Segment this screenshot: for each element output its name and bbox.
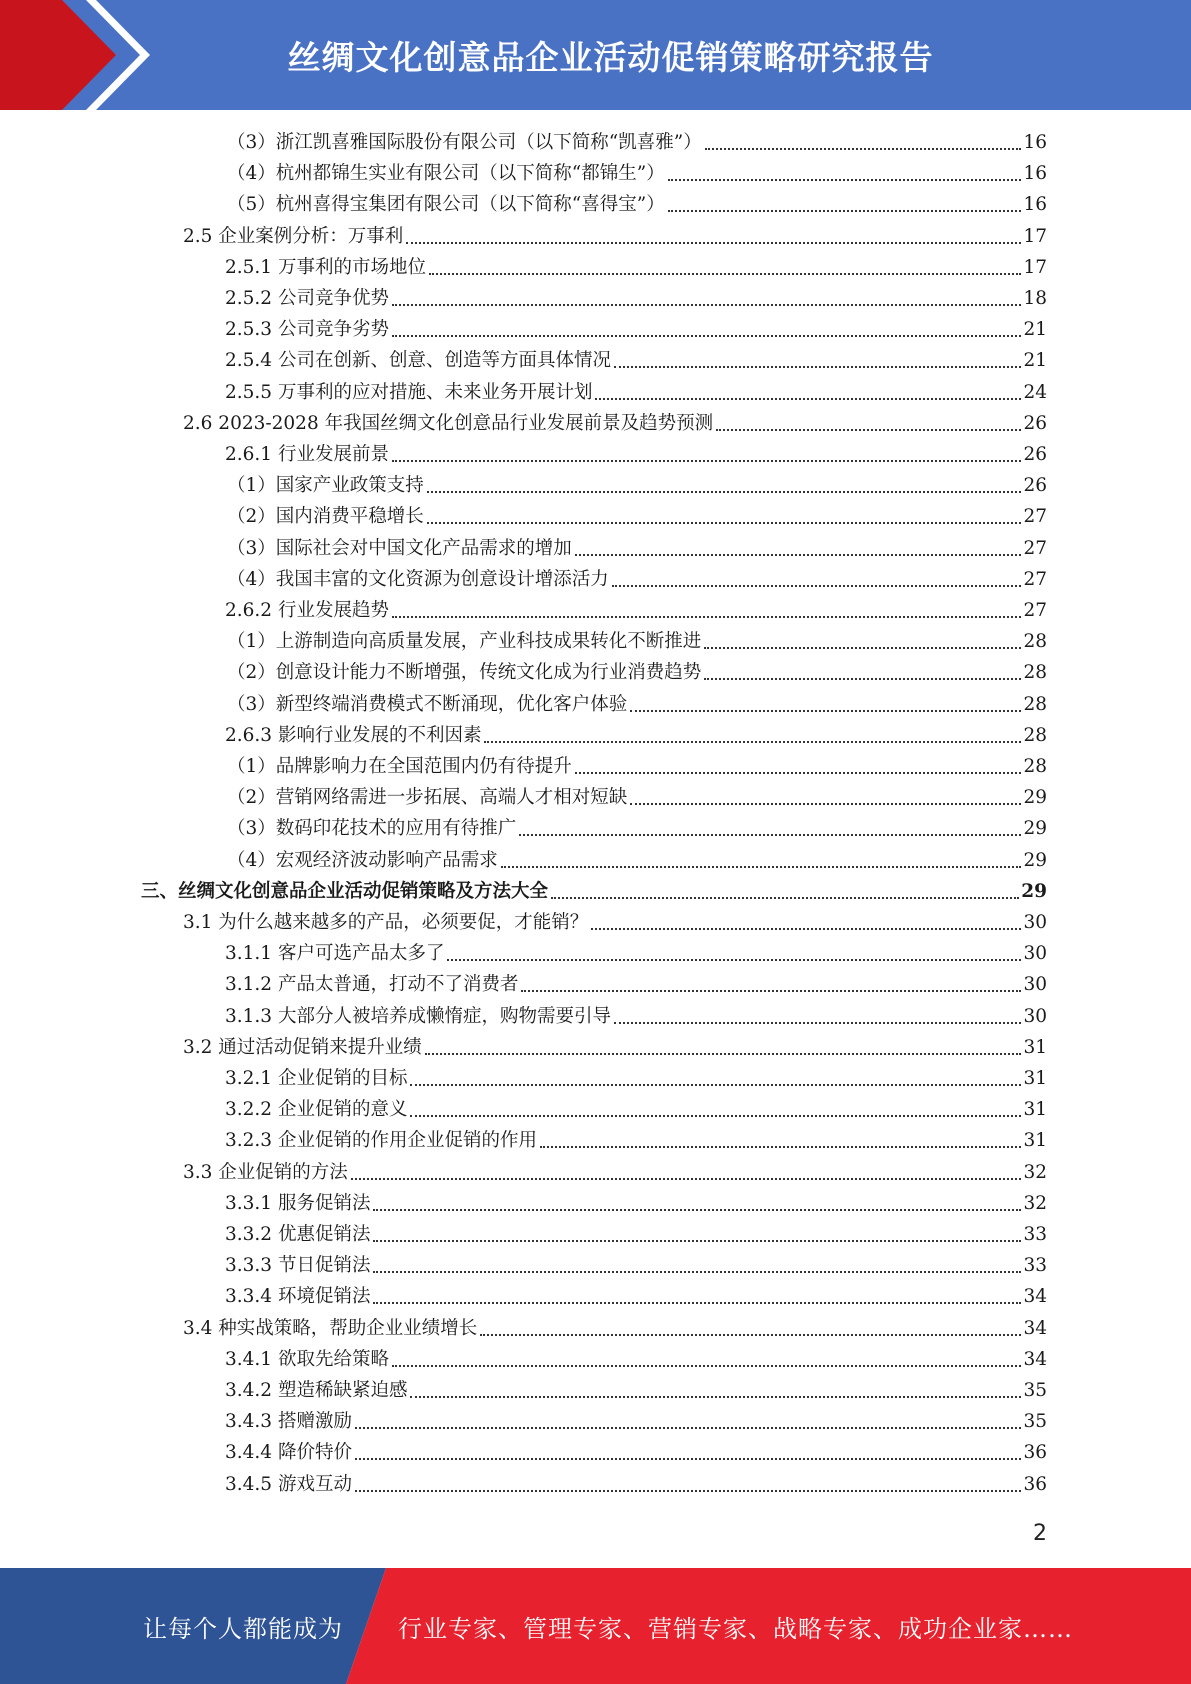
toc-entry-page: 31 <box>1023 1130 1047 1152</box>
toc-dot-leader <box>410 1396 1021 1398</box>
toc-entry-label: 3.3.2 优惠促销法 <box>225 1224 371 1245</box>
toc-entry-label: （3）新型终端消费模式不断涌现，优化客户体验 <box>227 693 628 715</box>
toc-entry-page: 18 <box>1023 288 1047 309</box>
toc-entry-label: （5）杭州喜得宝集团有限公司（以下简称“喜得宝”） <box>227 194 665 216</box>
toc-entry[interactable] <box>183 221 1047 249</box>
toc-entry-page: 28 <box>1023 631 1047 653</box>
toc-entry[interactable] <box>227 845 1047 873</box>
toc-entry[interactable] <box>227 751 1047 779</box>
toc-entry-page: 30 <box>1023 1005 1047 1027</box>
toc-entry[interactable] <box>227 564 1047 592</box>
toc-dot-leader <box>591 928 1021 930</box>
toc-entry-page: 30 <box>1023 912 1047 933</box>
toc-entry[interactable] <box>227 626 1047 654</box>
toc-entry[interactable] <box>225 1250 1047 1278</box>
toc-dot-leader <box>392 335 1021 337</box>
toc-entry-page: 27 <box>1023 600 1047 621</box>
toc-entry[interactable] <box>227 533 1047 561</box>
toc-entry[interactable] <box>225 252 1047 280</box>
toc-dot-leader <box>705 148 1022 150</box>
toc-dot-leader <box>668 210 1022 212</box>
toc-entry[interactable] <box>183 907 1047 935</box>
toc-dot-leader <box>392 304 1021 306</box>
toc-dot-leader <box>501 866 1022 868</box>
toc-entry[interactable] <box>227 189 1047 217</box>
toc-dot-leader <box>392 460 1021 462</box>
toc-entry[interactable] <box>183 1157 1047 1185</box>
toc-dot-leader <box>427 522 1022 524</box>
toc-entry-page: 21 <box>1023 319 1047 341</box>
toc-entry-label: 3.2.1 企业促销的目标 <box>225 1068 408 1089</box>
toc-dot-leader <box>551 897 1019 899</box>
toc-entry-page: 24 <box>1023 381 1047 403</box>
toc-entry-page: 28 <box>1023 662 1047 684</box>
toc-entry-page: 33 <box>1023 1224 1047 1245</box>
toc-entry[interactable] <box>225 345 1047 373</box>
toc-entry-label: 三、丝绸文化创意品企业活动促销策略及方法大全 <box>141 880 549 902</box>
toc-entry[interactable] <box>227 501 1047 529</box>
toc-entry-label: 2.5.1 万事利的市场地位 <box>225 256 426 278</box>
toc-dot-leader <box>425 1053 1022 1055</box>
toc-entry-page: 36 <box>1023 1473 1047 1495</box>
toc-entry[interactable] <box>227 689 1047 717</box>
toc-entry-label: 3.4.3 搭赠激励 <box>225 1411 352 1433</box>
toc-entry-page: 30 <box>1023 974 1047 996</box>
toc-entry-label: 3.4 种实战策略，帮助企业业绩增长 <box>183 1317 478 1339</box>
toc-dot-leader <box>612 585 1022 587</box>
toc-entry-label: 3.2.3 企业促销的作用企业促销的作用 <box>225 1130 537 1152</box>
toc-dot-leader <box>406 242 1021 244</box>
toc-dot-leader <box>521 990 1021 992</box>
toc-entry[interactable] <box>183 408 1047 436</box>
toc-dot-leader <box>392 616 1021 618</box>
toc-entry[interactable] <box>225 595 1047 623</box>
footer-band <box>0 1568 1191 1684</box>
toc-entry[interactable] <box>183 1032 1047 1060</box>
toc-entry-page: 32 <box>1023 1161 1047 1183</box>
toc-entry-page: 29 <box>1023 849 1047 871</box>
toc-entry-label: （3）浙江凯喜雅国际股份有限公司（以下简称“凯喜雅”） <box>227 132 702 153</box>
toc-dot-leader <box>575 772 1022 774</box>
toc-dot-leader <box>427 491 1022 493</box>
toc-entry[interactable] <box>225 938 1047 966</box>
toc-entry-label: （4）宏观经济波动影响产品需求 <box>227 849 498 871</box>
toc-entry-page: 27 <box>1023 506 1047 528</box>
footer-slogan-left: 让每个人都能成为 <box>143 1614 343 1643</box>
toc-entry-label: 3.1.2 产品太普通，打动不了消费者 <box>225 974 519 996</box>
toc-dot-leader <box>704 678 1021 680</box>
header-band <box>0 0 1191 110</box>
toc-entry[interactable] <box>225 1001 1047 1029</box>
toc-entry-label: 3.4.4 降价特价 <box>225 1442 352 1464</box>
toc-dot-leader <box>630 710 1021 712</box>
toc-entry[interactable] <box>225 1406 1047 1434</box>
toc-entry-label: 3.1.1 客户可选产品太多了 <box>225 943 445 965</box>
toc-entry-page: 21 <box>1023 350 1047 372</box>
toc-dot-leader <box>373 1209 1021 1211</box>
toc-entry-page: 31 <box>1023 1068 1047 1089</box>
toc-dot-leader <box>351 1178 1022 1180</box>
toc-entry-label: （2）国内消费平稳增长 <box>227 506 424 528</box>
toc-dot-leader <box>373 1271 1021 1273</box>
toc-dot-leader <box>614 1022 1021 1024</box>
toc-entry[interactable] <box>225 1094 1047 1122</box>
toc-entry[interactable] <box>225 439 1047 467</box>
toc-entry-label: 3.4.2 塑造稀缺紧迫感 <box>225 1380 408 1401</box>
toc-entry[interactable] <box>225 969 1047 997</box>
toc-entry[interactable] <box>227 158 1047 186</box>
toc-entry-page: 36 <box>1023 1442 1047 1464</box>
toc-entry[interactable] <box>225 1063 1047 1091</box>
toc-entry[interactable] <box>225 1219 1047 1247</box>
toc-dot-leader <box>704 647 1021 649</box>
toc-entry-label: （4）我国丰富的文化资源为创意设计增添活力 <box>227 568 609 590</box>
toc-entry[interactable] <box>225 377 1047 405</box>
toc-entry[interactable] <box>141 876 1047 904</box>
toc-entry-page: 28 <box>1023 693 1047 715</box>
toc-entry[interactable] <box>227 813 1047 841</box>
toc-entry-label: 2.5.2 公司竞争优势 <box>225 288 389 309</box>
toc-dot-leader <box>484 741 1021 743</box>
toc-dot-leader <box>373 1240 1021 1242</box>
toc-dot-leader <box>355 1458 1022 1460</box>
toc-dot-leader <box>355 1490 1022 1492</box>
toc-entry-page: 17 <box>1023 256 1047 278</box>
toc-entry[interactable] <box>225 1281 1047 1309</box>
toc-entry-label: （4）杭州都锦生实业有限公司（以下简称“都锦生”） <box>227 163 665 185</box>
toc-entry-page: 27 <box>1023 537 1047 559</box>
toc-dot-leader <box>429 273 1021 275</box>
toc-entry[interactable] <box>227 657 1047 685</box>
toc-entry[interactable] <box>225 314 1047 342</box>
document-title: 丝绸文化创意品企业活动促销策略研究报告 <box>287 37 934 77</box>
toc-dot-leader <box>575 554 1022 556</box>
toc-entry-page: 28 <box>1023 724 1047 746</box>
toc-dot-leader <box>410 1084 1021 1086</box>
toc-entry-label: （3）数码印花技术的应用有待推广 <box>227 818 517 840</box>
toc-entry-label: （2）营销网络需进一步拓展、高端人才相对短缺 <box>227 787 628 809</box>
toc-entry-label: 2.5 企业案例分析：万事利 <box>183 225 404 247</box>
toc-entry-page: 26 <box>1023 444 1047 465</box>
toc-entry-label: （1）品牌影响力在全国范围内仍有待提升 <box>227 756 572 777</box>
toc-dot-leader <box>668 179 1022 181</box>
toc-entry-page: 29 <box>1023 787 1047 809</box>
toc-entry-label: 3.3.4 环境促销法 <box>225 1286 371 1308</box>
toc-entry-label: 3.1 为什么越来越多的产品，必须要促，才能销？ <box>183 912 589 933</box>
footer-slogan-right: 行业专家、管理专家、营销专家、战略专家、成功企业家…… <box>398 1614 1073 1643</box>
toc-entry-label: 3.4.5 游戏互动 <box>225 1473 352 1495</box>
toc-dot-leader <box>614 366 1021 368</box>
toc-entry-page: 32 <box>1023 1192 1047 1214</box>
toc-entry-label: 3.2 通过活动促销来提升业绩 <box>183 1036 422 1058</box>
toc-entry-label: 2.5.4 公司在创新、创意、创造等方面具体情况 <box>225 350 611 372</box>
toc-entry-label: 3.2.2 企业促销的意义 <box>225 1099 408 1121</box>
toc-entry-page: 16 <box>1023 194 1047 216</box>
toc-entry-page: 33 <box>1023 1255 1047 1277</box>
toc-dot-leader <box>716 429 1021 431</box>
toc-entry[interactable] <box>227 470 1047 498</box>
toc-entry-page: 29 <box>1021 880 1047 902</box>
toc-entry-page: 26 <box>1023 475 1047 497</box>
toc-entry-page: 17 <box>1023 225 1047 247</box>
toc-entry-label: （1）国家产业政策支持 <box>227 475 424 497</box>
toc-entry[interactable] <box>225 283 1047 311</box>
toc-entry-label: 3.3.1 服务促销法 <box>225 1192 371 1214</box>
toc-entry-page: 34 <box>1023 1348 1047 1370</box>
toc-entry-label: 2.6 2023-2028 年我国丝绸文化创意品行业发展前景及趋势预测 <box>183 412 714 434</box>
toc-dot-leader <box>447 959 1021 961</box>
toc-entry-page: 34 <box>1023 1286 1047 1308</box>
toc-entry[interactable] <box>225 1437 1047 1465</box>
page-number: 2 <box>1033 1521 1047 1546</box>
toc-entry[interactable] <box>225 1344 1047 1372</box>
toc-entry-page: 28 <box>1023 756 1047 777</box>
toc-entry-label: （3）国际社会对中国文化产品需求的增加 <box>227 537 572 559</box>
toc-entry[interactable] <box>225 1188 1047 1216</box>
toc-entry-page: 30 <box>1023 943 1047 965</box>
toc-dot-leader <box>392 1365 1021 1367</box>
toc-entry-label: 3.3 企业促销的方法 <box>183 1161 348 1183</box>
toc-entry-label: 2.5.3 公司竞争劣势 <box>225 319 389 341</box>
toc-entry[interactable] <box>227 127 1047 155</box>
toc-entry-label: 3.1.3 大部分人被培养成懒惰症，购物需要引导 <box>225 1005 611 1027</box>
toc-entry-page: 16 <box>1023 132 1047 153</box>
toc-dot-leader <box>480 1334 1021 1336</box>
toc-dot-leader <box>519 834 1021 836</box>
toc-dot-leader <box>540 1146 1021 1148</box>
toc-dot-leader <box>595 398 1021 400</box>
toc-dot-leader <box>630 803 1021 805</box>
toc-entry-page: 31 <box>1023 1099 1047 1121</box>
toc-entry[interactable] <box>225 1125 1047 1153</box>
toc-entry-label: 2.6.1 行业发展前景 <box>225 444 389 465</box>
toc-entry-label: 2.5.5 万事利的应对措施、未来业务开展计划 <box>225 381 593 403</box>
toc-dot-leader <box>373 1302 1021 1304</box>
toc-entry-page: 26 <box>1023 412 1047 434</box>
toc-entry[interactable] <box>225 720 1047 748</box>
toc-entry-page: 27 <box>1023 568 1047 590</box>
toc-entry[interactable] <box>225 1375 1047 1403</box>
toc-entry[interactable] <box>183 1313 1047 1341</box>
toc-entry-page: 35 <box>1023 1411 1047 1433</box>
toc-entry-label: （2）创意设计能力不断增强，传统文化成为行业消费趋势 <box>227 662 702 684</box>
toc-entry-label: （1）上游制造向高质量发展，产业科技成果转化不断推进 <box>227 631 702 653</box>
toc-entry-label: 3.4.1 欲取先给策略 <box>225 1348 389 1370</box>
toc-entry[interactable] <box>227 782 1047 810</box>
toc-entry-page: 29 <box>1023 818 1047 840</box>
toc-entry-label: 2.6.2 行业发展趋势 <box>225 600 389 621</box>
toc-dot-leader <box>410 1115 1021 1117</box>
toc-entry[interactable] <box>225 1469 1047 1497</box>
toc-entry-page: 34 <box>1023 1317 1047 1339</box>
toc-entry-label: 3.3.3 节日促销法 <box>225 1255 371 1277</box>
toc-entry-page: 35 <box>1023 1380 1047 1401</box>
toc-entry-page: 16 <box>1023 163 1047 185</box>
toc-entry-label: 2.6.3 影响行业发展的不利因素 <box>225 724 482 746</box>
toc-dot-leader <box>355 1427 1022 1429</box>
toc-entry-page: 31 <box>1023 1036 1047 1058</box>
